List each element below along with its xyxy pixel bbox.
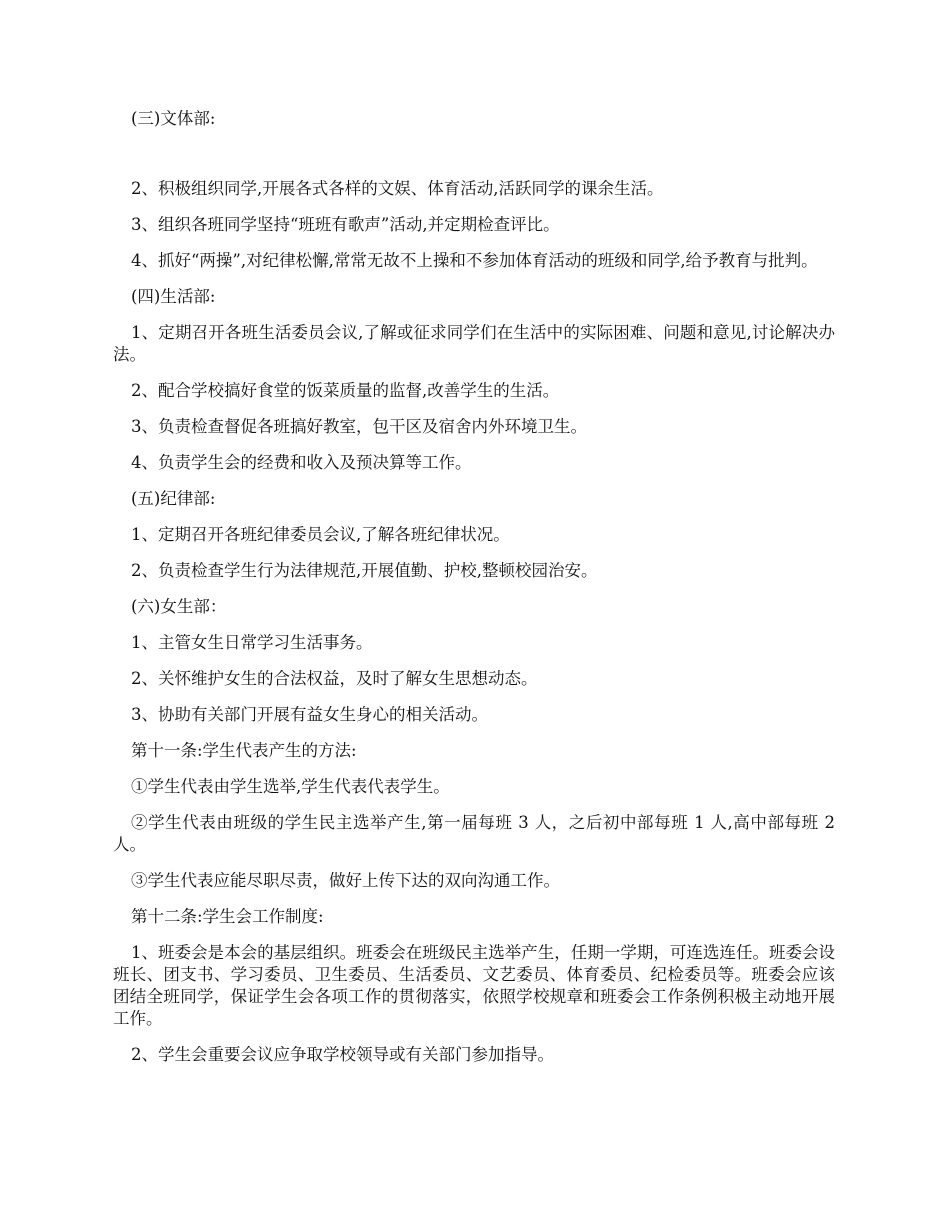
paragraph: 4、负责学生会的经费和收入及预决算等工作。: [131, 453, 472, 472]
paragraph: 1、定期召开各班生活委员会议,了解或征求同学们在生活中的实际困难、问题和意见,讨论解决办法。: [113, 323, 835, 364]
paragraph: 2、配合学校搞好食堂的饭菜质量的监督,改善学生的生活。: [131, 381, 560, 400]
paragraph: 4、抓好“两操”,对纪律松懈,常常无故不上操和不参加体育活动的班级和同学,给予教育与批判。: [131, 251, 818, 270]
paragraph: 3、组织各班同学坚持“班班有歌声”活动,并定期检查评比。: [131, 215, 560, 234]
article-heading-11: 第十一条:学生代表产生的方法:: [131, 741, 357, 760]
paragraph: 1、班委会是本会的基层组织。班委会在班级民主选举产生，任期一学期，可连选连任。班委会设班长、团支书、学习委员、卫生委员、生活委员、文艺委员、体育委员、纪检委员等。班委会应该团结全班同学，保证学生会各项工作的贯彻落实，依照学校规章和班委会工作条例积极主动地开展工作。: [113, 943, 835, 1028]
paragraph: ②学生代表由班级的学生民主选举产生,第一届每班 3 人，之后初中部每班 1 人,高中部每班 2 人。: [113, 813, 835, 854]
paragraph: ①学生代表由学生选举,学生代表代表学生。: [131, 777, 450, 796]
paragraph: 3、协助有关部门开展有益女生身心的相关活动。: [131, 705, 488, 724]
paragraph: 2、负责检查学生行为法律规范,开展值勤、护校,整顿校园治安。: [131, 561, 598, 580]
document-body: [113, 108, 835, 1080]
paragraph: 2、关怀维护女生的合法权益，及时了解女生思想动态。: [131, 669, 538, 688]
article-heading-12: 第十二条:学生会工作制度:: [131, 907, 324, 926]
section-heading-shenghuo: (四)生活部:: [131, 287, 216, 306]
section-heading-wenti: (三)文体部:: [131, 109, 216, 128]
paragraph: 1、定期召开各班纪律委员会议,了解各班纪律状况。: [131, 525, 510, 544]
paragraph: 3、负责检查督促各班搞好教室，包干区及宿舍内外环境卫生。: [131, 417, 587, 436]
paragraph: 2、积极组织同学,开展各式各样的文娱、体育活动,活跃同学的课余生活。: [131, 179, 664, 198]
paragraph: 2、学生会重要会议应争取学校领导或有关部门参加指导。: [131, 1045, 554, 1064]
paragraph: 1、主管女生日常学习生活事务。: [131, 633, 373, 652]
section-heading-jilv: (五)纪律部:: [131, 489, 216, 508]
section-heading-nvsheng: (六)女生部：: [131, 597, 227, 616]
paragraph: ③学生代表应能尽职尽责，做好上传下达的双向沟通工作。: [131, 871, 560, 890]
